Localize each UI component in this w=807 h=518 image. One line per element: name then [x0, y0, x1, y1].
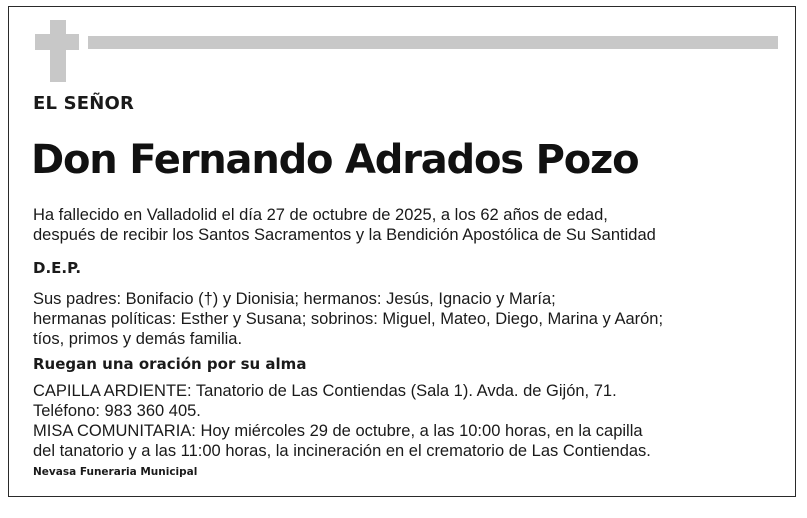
cross-horizontal-bar [35, 34, 79, 50]
family-line: Sus padres: Bonifacio (†) y Dionisia; hermanos: Jesús, Ignacio y María; [33, 290, 556, 308]
funeral-home-credit: Nevasa Funeraria Municipal [33, 466, 198, 478]
family-line: hermanas políticas: Esther y Susana; sobrinos: Miguel, Mateo, Diego, Marina y Aarón; [33, 310, 664, 328]
family-line: tíos, primos y demás familia. [33, 330, 243, 348]
deceased-name: Don Fernando Adrados Pozo [31, 137, 639, 183]
details-line: CAPILLA ARDIENTE: Tanatorio de Las Contiendas (Sala 1). Avda. de Gijón, 71. [33, 382, 617, 400]
announcement-line: Ha fallecido en Valladolid el día 27 de octubre de 2025, a los 62 años de edad, [33, 206, 608, 224]
honorific-prefix: EL SEÑOR [33, 93, 135, 114]
family-paragraph [33, 289, 663, 349]
details-paragraph [33, 381, 651, 461]
cross-vertical-bar [50, 20, 66, 82]
details-line: Teléfono: 983 360 405. [33, 402, 201, 420]
details-line: MISA COMUNITARIA: Hoy miércoles 29 de octubre, a las 10:00 horas, en la capilla [33, 422, 643, 440]
prayer-request: Ruegan una oración por su alma [33, 355, 307, 373]
header-rule [88, 36, 778, 49]
details-line: del tanatorio y a las 11:00 horas, la incineración en el crematorio de Las Contiendas. [33, 442, 651, 460]
announcement-line: después de recibir los Santos Sacramentos y la Bendición Apostólica de Su Santidad [33, 226, 656, 244]
dep-label: D.E.P. [33, 259, 82, 277]
announcement-paragraph [33, 205, 656, 245]
